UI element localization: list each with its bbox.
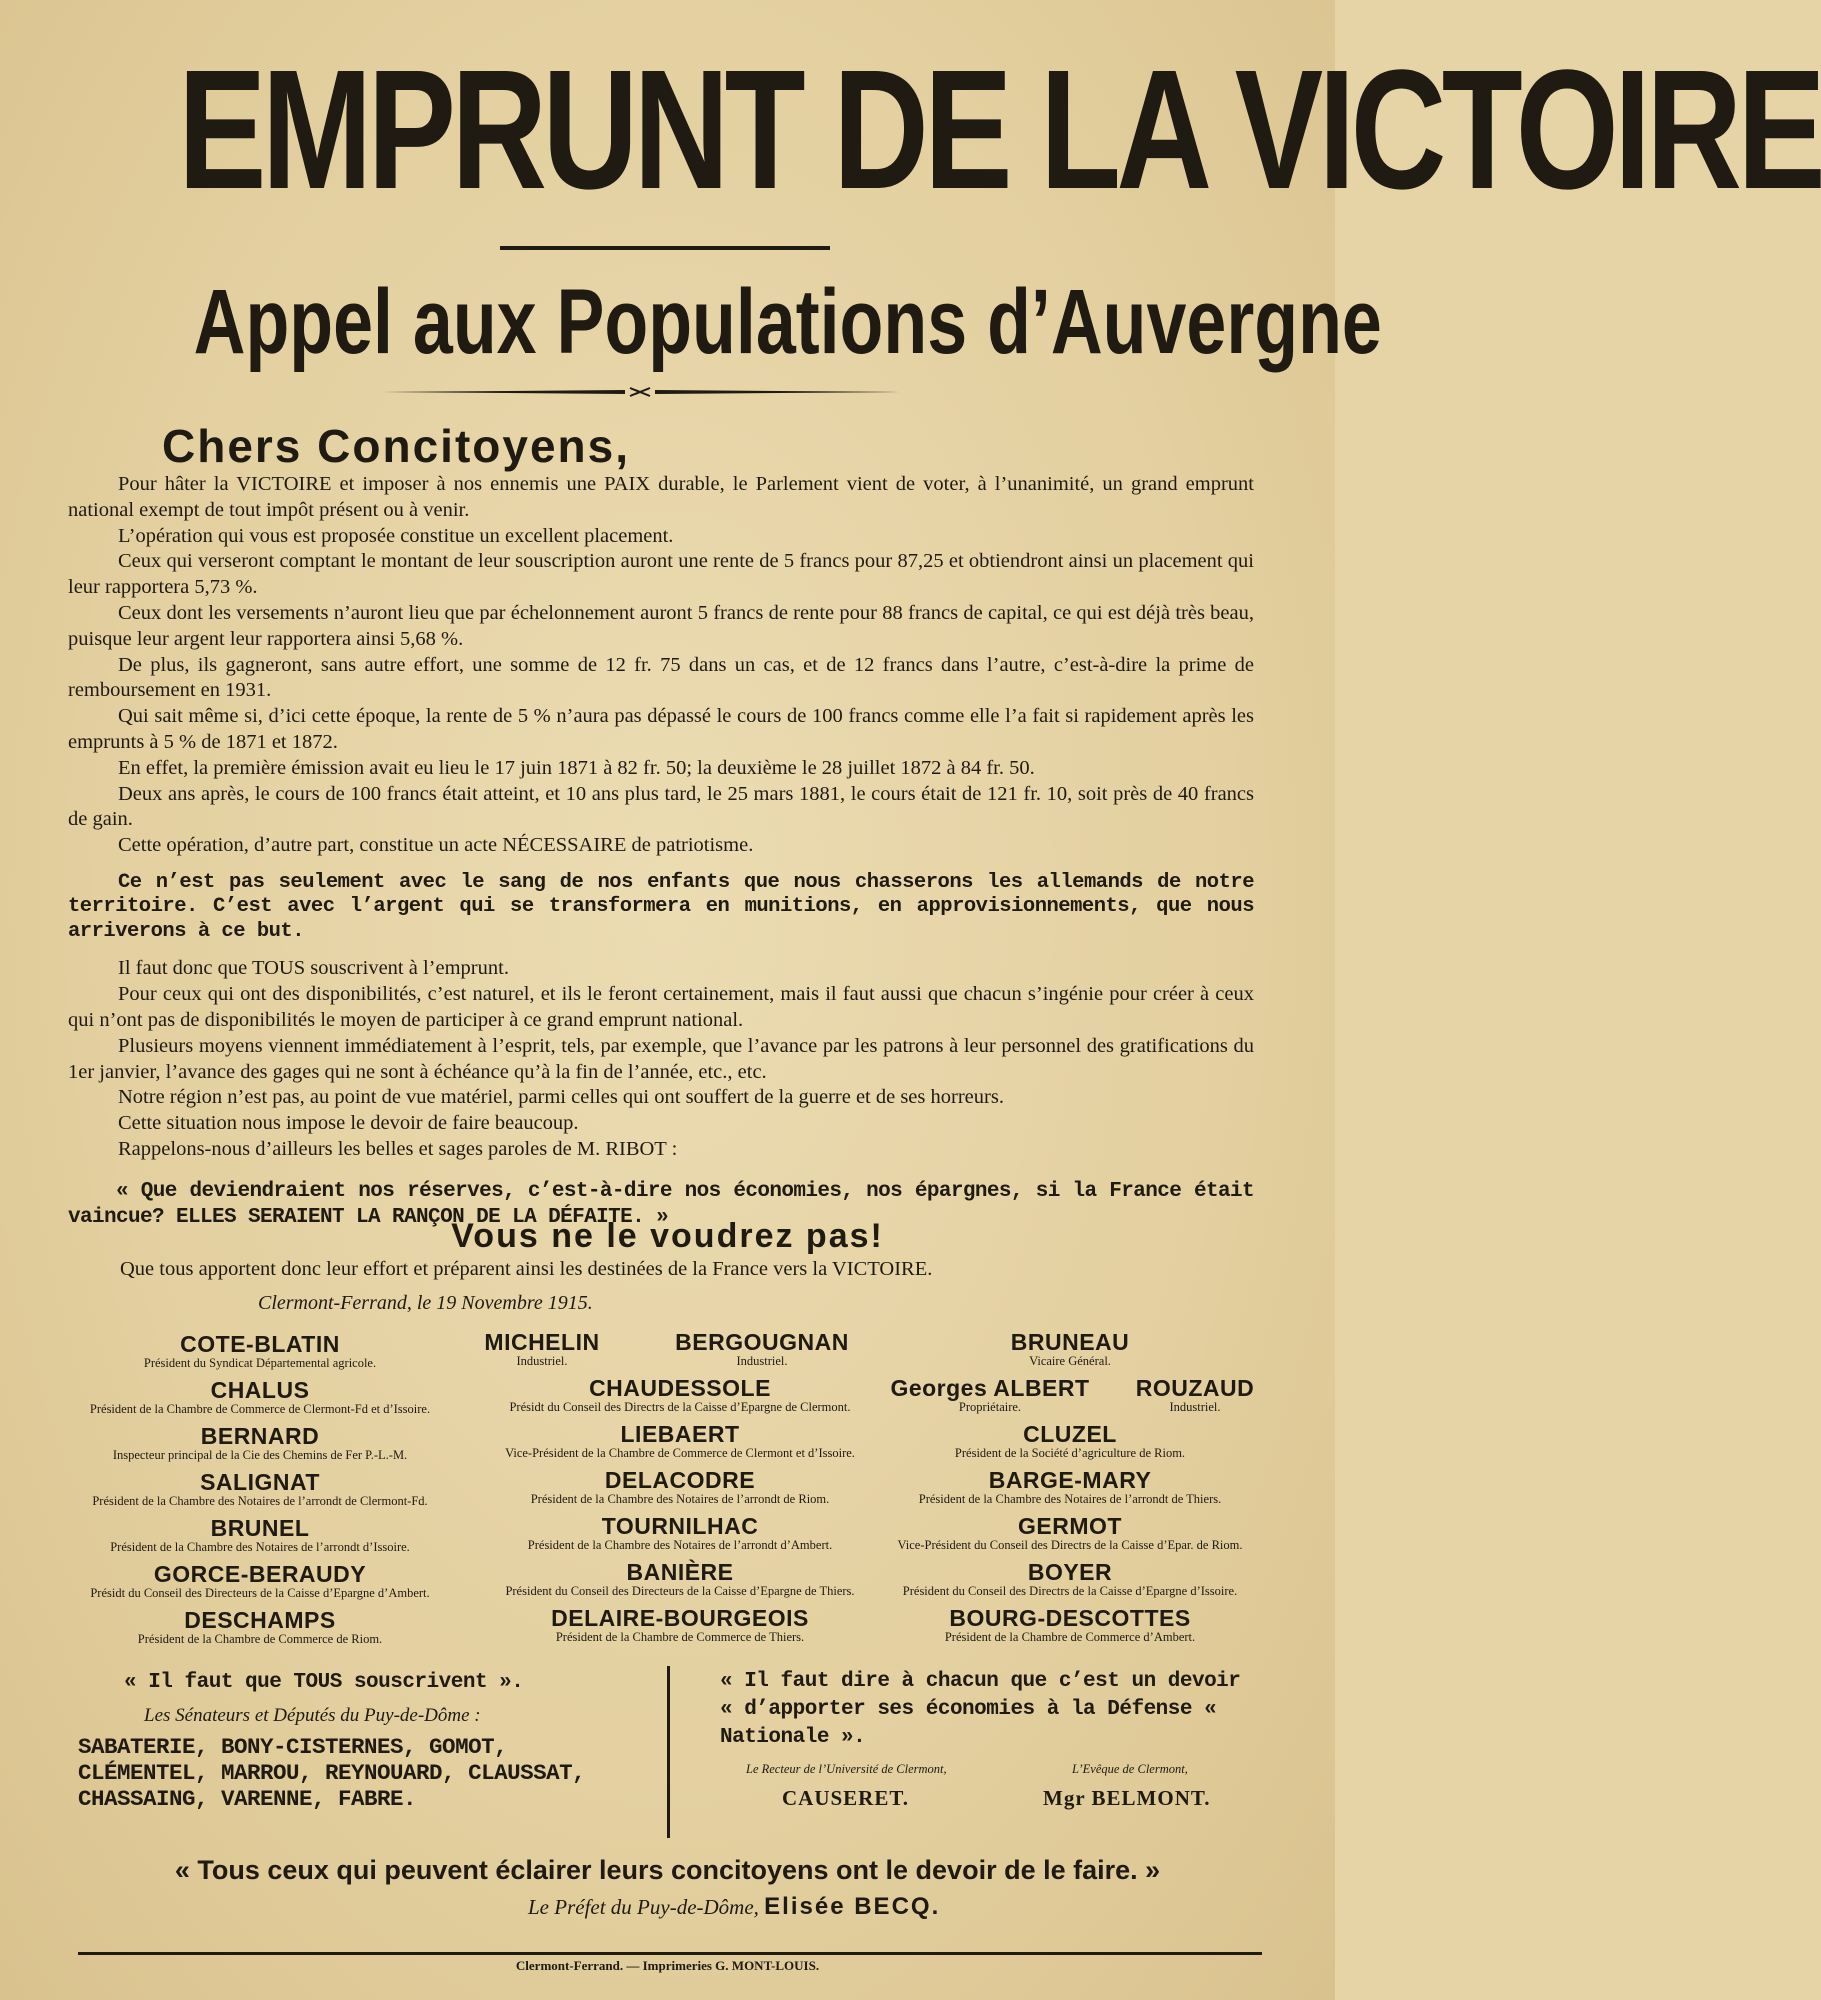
signatory-name: BERGOUGNAN [675, 1329, 849, 1355]
final-quote: « Tous ceux qui peuvent éclairer leurs concitoyens ont le devoir de le faire. » [174, 1855, 1161, 1885]
signatory-bergougnan [652, 1330, 872, 1368]
signatory-title: Président de la Chambre de Commerce d’Ambert. [944, 1630, 1196, 1644]
signatory-chalus [70, 1378, 450, 1416]
signatory-title: Présidt du Conseil des Directeurs de la Caisse d’Epargne d’Ambert. [90, 1586, 430, 1600]
signatory-title: Président du Syndicat Départemental agricole. [143, 1356, 377, 1370]
eveque-name: Mgr BELMONT. [1043, 1786, 1211, 1810]
paragraph-emphasis: Ce n’est pas seulement avec le sang de nos enfants que nous chasserons les allemands de notre territoire. C’est avec l’argent qui se transformera en munitions, en approvisionnements, que nous arriverons à ce but. [68, 870, 1254, 943]
paragraph: L’opération qui vous est proposée constitue un excellent placement. [118, 524, 674, 547]
closing-line: Que tous apportent donc leur effort et préparent ainsi les destinées de la France vers la VICTOIRE. [120, 1258, 933, 1280]
signatory-bruneau [960, 1330, 1180, 1368]
signatory-liebaert [470, 1422, 890, 1460]
signatory-bourg-descottes [890, 1606, 1250, 1644]
signatory-brunel [70, 1516, 450, 1554]
signatory-name: BOURG-DESCOTTES [949, 1605, 1191, 1631]
prefet-title: Le Préfet du Puy-de-Dôme, [528, 1895, 759, 1919]
signatory-name: DESCHAMPS [184, 1607, 336, 1633]
paragraph: Pour hâter la VICTOIRE et imposer à nos ennemis une PAIX durable, le Parlement vient de voter, à l’unanimité, un grand emprunt national exempt de tout impôt présent ou à venir. [68, 473, 1254, 521]
signatory-deschamps [70, 1608, 450, 1646]
paragraph: En effet, la première émission avait eu lieu le 17 juin 1871 à 82 fr. 50; la deuxième le 28 juillet 1872 à 84 fr. 50. [118, 756, 1035, 779]
paragraph: Cette situation nous impose le devoir de faire beaucoup. [118, 1112, 579, 1135]
signatory-name: BERNARD [200, 1423, 320, 1449]
paragraph: Qui sait même si, d’ici cette époque, la rente de 5 % n’aura pas dépassé le cours de 100 francs comme elle l’a fait si rapidement après les emprunts à 5 % de 1871 et 1872. [68, 705, 1254, 753]
deputies-quote: « Il faut que TOUS souscrivent ». [124, 1671, 524, 1694]
signatory-title: Vice-Président du Conseil des Directrs de la Caisse d’Epar. de Riom. [897, 1538, 1243, 1552]
signatory-baniere [470, 1560, 890, 1598]
paragraph: Pour ceux qui ont des disponibilités, c’est naturel, et ils le feront certainement, mais il faut aussi que chacun s’ingénie pour créer à ceux qui n’ont pas de disponibilités le moyen de participer à ce grand emprunt national. [68, 983, 1254, 1032]
title-rule [500, 246, 830, 250]
signatory-title: Vice-Président de la Chambre de Commerce de Clermont et d’Issoire. [505, 1446, 855, 1460]
paragraph: Rappelons-nous d’ailleurs les belles et sages paroles de M. RIBOT : [118, 1138, 678, 1161]
deputies-heading: Les Sénateurs et Députés du Puy-de-Dôme : [144, 1705, 481, 1726]
signatory-title: Présidt du Conseil des Directrs de la Caisse d’Epargne de Clermont. [509, 1400, 851, 1414]
signatory-title: Président de la Chambre des Notaires de l’arrondt de Riom. [530, 1492, 830, 1506]
ribot-quote: « Que deviendraient nos réserves, c’est-à-dire nos économies, nos épargnes, si la France était vaincue? ELLES SERAIENT LA RANÇON DE LA DÉFAITE. » [68, 1179, 1254, 1229]
column-divider [667, 1666, 670, 1838]
paragraph: Ceux qui verseront comptant le montant de leur souscription auront une rente de 5 francs pour 87,25 et obtiendront ainsi un placement qui leur rapportera 5,73 %. [68, 550, 1254, 599]
poster-title: EMPRUNT DE LA VICTOIRE [178, 35, 1821, 225]
signatory-germot [890, 1514, 1250, 1552]
eveque-title: L’Evêque de Clermont, [1072, 1762, 1188, 1776]
signatory-title: Président du Conseil des Directeurs de la Caisse d’Epargne de Thiers. [505, 1584, 855, 1598]
recteur-name: CAUSERET. [782, 1786, 910, 1810]
signatory-title: Industriel. [736, 1354, 788, 1368]
signatory-name: BARGE-MARY [988, 1467, 1152, 1493]
signatory-name: CLUZEL [1023, 1421, 1117, 1447]
signatory-name: DELAIRE-BOURGEOIS [551, 1605, 809, 1631]
signatory-title: Président de la Chambre des Notaires de l’arrondt de Clermont-Fd. [92, 1494, 428, 1508]
dateline: Clermont-Ferrand, le 19 Novembre 1915. [258, 1292, 593, 1314]
footer-rule [78, 1952, 1262, 1955]
signatory-name: COTE-BLATIN [180, 1331, 340, 1357]
recteur-title: Le Recteur de l’Université de Clermont, [746, 1762, 947, 1776]
signatory-name: SALIGNAT [200, 1469, 320, 1495]
signatory-name: GORCE-BERAUDY [153, 1561, 367, 1587]
signatory-name: GERMOT [1018, 1513, 1122, 1539]
signatory-delaire-bourgeois [470, 1606, 890, 1644]
signatory-name: BANIÈRE [626, 1559, 734, 1585]
signatory-gorce-beraudy [70, 1562, 450, 1600]
paragraph: Ceux dont les versements n’auront lieu que par échelonnement auront 5 francs de rente pour 88 francs de capital, ce qui est déjà très beau, puisque leur argent leur rapportera ainsi 5,68 %. [68, 601, 1254, 650]
signatory-rouzaud [1115, 1376, 1275, 1414]
paragraph: Deux ans après, le cours de 100 francs était atteint, et 10 ans plus tard, le 25 mars 1881, le cours était de 121 fr. 10, soit près de 40 francs de gain. [68, 782, 1254, 831]
signatory-cote-blatin [80, 1332, 440, 1370]
paragraph: Il faut donc que TOUS souscrivent à l’emprunt. [118, 957, 509, 980]
signatory-name: TOURNILHAC [601, 1513, 759, 1539]
signatory-title: Président de la Chambre des Notaires de l’arrondt de Thiers. [918, 1492, 1222, 1506]
signatory-name: BRUNEL [210, 1515, 310, 1541]
signatory-title: Propriétaire. [958, 1400, 1022, 1414]
ornament-divider [380, 386, 900, 398]
poster-subtitle: Appel aux Populations d’Auvergne [193, 271, 1382, 373]
signatory-name: BOYER [1027, 1559, 1113, 1585]
signatory-bernard [70, 1424, 450, 1462]
signatory-name: LIEBAERT [620, 1421, 740, 1447]
prefet-name: Elisée BECQ. [764, 1893, 941, 1920]
paragraph: De plus, ils gagneront, sans autre effort, une somme de 12 fr. 75 dans un cas, et de 12 francs dans l’autre, c’est-à-dire la prime de remboursement en 1931. [68, 653, 1254, 702]
signatory-name: Georges ALBERT [890, 1375, 1090, 1401]
signatory-title: Vicaire Général. [1029, 1354, 1111, 1368]
signatory-salignat [70, 1470, 450, 1508]
signatory-boyer [890, 1560, 1250, 1598]
signatory-title: Industriel. [1169, 1400, 1221, 1414]
signatory-name: MICHELIN [484, 1329, 600, 1355]
signatory-title: Président de la Chambre des Notaires de l’arrondt d’Issoire. [110, 1540, 410, 1554]
prefet-signature [528, 1893, 940, 1921]
appeal-text [68, 472, 1254, 1231]
signatory-title: Inspecteur principal de la Cie des Chemins de Fer P.-L.-M. [112, 1448, 408, 1462]
signatory-delacodre [470, 1468, 890, 1506]
signatory-cluzel [900, 1422, 1240, 1460]
exhortation: Vous ne le voudrez pas! [451, 1217, 884, 1255]
salutation: Chers Concitoyens, [162, 420, 630, 472]
signatory-chaudessole [470, 1376, 890, 1414]
signatory-tournilhac [470, 1514, 890, 1552]
signatory-title: Président de la Société d’agriculture de Riom. [954, 1446, 1186, 1460]
signatory-title: Président de la Chambre des Notaires de l’arrondt d’Ambert. [527, 1538, 833, 1552]
signatory-title: Président de la Chambre de Commerce de Thiers. [555, 1630, 805, 1644]
signatory-title: Président de la Chambre de Commerce de Clermont-Fd et d’Issoire. [89, 1402, 431, 1416]
signatory-albert [880, 1376, 1100, 1414]
deputies-names: SABATERIE, BONY-CISTERNES, GOMOT, CLÉMENTEL, MARROU, REYNOUARD, CLAUSSAT, CHASSAING, VARENNE, FABRE. [78, 1734, 586, 1812]
signatory-name: BRUNEAU [1010, 1329, 1130, 1355]
signatory-name: DELACODRE [604, 1467, 756, 1493]
paragraph: Plusieurs moyens viennent immédiatement à l’esprit, tels, par exemple, que l’avance par les patrons à leur personnel des gratifications du 1er janvier, l’avance des gages qui ne sont à échéance qu’à la fin de l’année, etc., etc. [68, 1034, 1254, 1083]
signatory-title: Président du Conseil des Directrs de la Caisse d’Epargne d’Issoire. [902, 1584, 1238, 1598]
paragraph: Notre région n’est pas, au point de vue matériel, parmi celles qui ont souffert de la guerre et de ses horreurs. [118, 1086, 1004, 1109]
signatory-title: Président de la Chambre de Commerce de Riom. [137, 1632, 383, 1646]
paragraph: Cette opération, d’autre part, constitue un acte NÉCESSAIRE de patriotisme. [118, 834, 754, 857]
clergy-quote: « Il faut dire à chacun que c’est un devoir « d’apporter ses économies à la Défense « Nationale ». [720, 1670, 1241, 1749]
signatory-name: CHAUDESSOLE [589, 1375, 771, 1401]
signatory-michelin [462, 1330, 622, 1368]
signatory-barge-mary [890, 1468, 1250, 1506]
signatory-name: ROUZAUD [1135, 1375, 1255, 1401]
printer-imprint: Clermont-Ferrand. — Imprimeries G. MONT-LOUIS. [515, 1958, 820, 1973]
signatory-title: Industriel. [516, 1354, 568, 1368]
signatory-name: CHALUS [210, 1377, 310, 1403]
